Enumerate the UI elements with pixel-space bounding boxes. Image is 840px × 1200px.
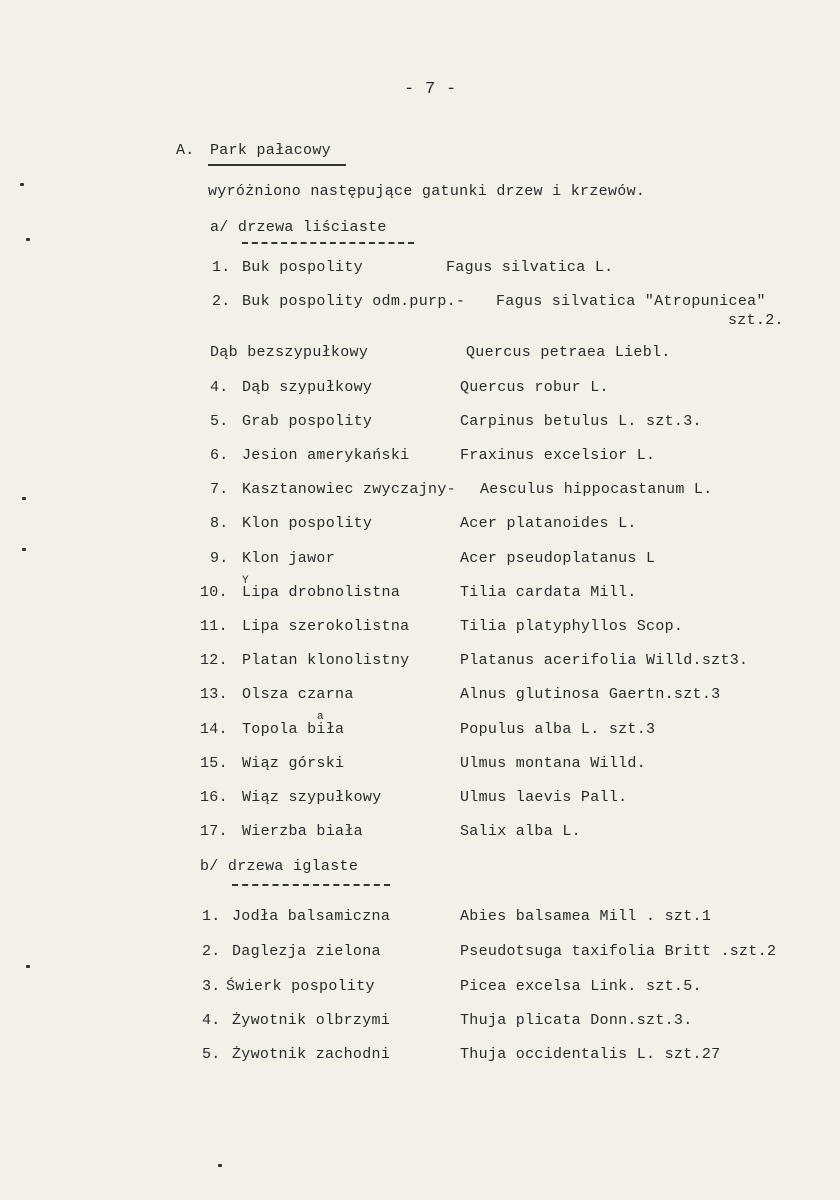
- item-latin-name: Salix alba L.: [460, 823, 581, 840]
- item-number: 14.: [200, 721, 228, 738]
- item-latin-name: Aesculus hippocastanum L.: [480, 481, 713, 498]
- section-title-underline: [208, 164, 346, 166]
- item-polish-name: Klon jawor: [242, 550, 336, 567]
- item-number: 17.: [200, 823, 228, 840]
- margin-mark: [20, 183, 24, 186]
- item-number: 12.: [200, 652, 228, 669]
- margin-mark: [22, 548, 26, 551]
- item-polish-name: Topola biła: [242, 721, 345, 738]
- item-polish-name: Klon pospolity: [242, 515, 373, 532]
- item-polish-name: Żywotnik zachodni: [232, 1046, 391, 1063]
- item-polish-name: Platan klonolistny: [242, 652, 410, 669]
- margin-mark: [218, 1164, 222, 1167]
- item-latin-name: Ulmus montana Willd.: [460, 755, 647, 772]
- item-polish-name: Wierzba biała: [242, 823, 363, 840]
- item-number: 13.: [200, 686, 228, 703]
- margin-mark: [22, 497, 26, 500]
- item-latin-name: Fraxinus excelsior L.: [460, 447, 656, 464]
- item-number: 2.: [212, 293, 231, 310]
- item-2-note: szt.2.: [728, 312, 784, 329]
- item-number: 1.: [212, 259, 231, 276]
- item-latin-name: Thuja plicata Donn.szt.3.: [460, 1012, 693, 1029]
- item-latin-name: Abies balsamea Mill . szt.1: [460, 908, 712, 925]
- group-b-heading-underline: [232, 884, 390, 886]
- item-number: 10.: [200, 584, 228, 601]
- item-number: 11.: [200, 618, 228, 635]
- item-number: 6.: [210, 447, 229, 464]
- item-polish-name: Świerk pospolity: [226, 978, 375, 995]
- item-polish-name: Daglezja zielona: [232, 943, 381, 960]
- group-a-heading: a/ drzewa liściaste: [210, 219, 387, 236]
- item-latin-name: Acer platanoides L.: [460, 515, 637, 532]
- item-polish-name: Lipa drobnolistna: [242, 584, 401, 601]
- item-number: 7.: [210, 481, 229, 498]
- item-number: 9.: [210, 550, 229, 567]
- item-number: 5.: [202, 1046, 221, 1063]
- item-polish-name: Kasztanowiec zwyczajny-: [242, 481, 456, 498]
- section-title: Park pałacowy: [210, 142, 331, 159]
- item-polish-name: Jodła balsamiczna: [232, 908, 391, 925]
- item-number: 5.: [210, 413, 229, 430]
- item-latin-name: Acer pseudoplatanus L: [460, 550, 656, 567]
- page-number: - 7 -: [404, 80, 457, 99]
- item-latin-name: Pseudotsuga taxifolia Britt .szt.2: [460, 943, 777, 960]
- intro-text: wyróżniono następujące gatunki drzew i krzewów.: [208, 183, 646, 200]
- item-number: 2.: [202, 943, 221, 960]
- item-latin-name: Ulmus laevis Pall.: [460, 789, 628, 806]
- item-latin-name: Populus alba L. szt.3: [460, 721, 656, 738]
- item-polish-name: Lipa szerokolistna: [242, 618, 410, 635]
- item-number: 16.: [200, 789, 228, 806]
- item-latin-name: Quercus petraea Liebl.: [466, 344, 671, 361]
- item-latin-name: Thuja occidentalis L. szt.27: [460, 1046, 721, 1063]
- item-latin-name: Tilia cardata Mill.: [460, 584, 637, 601]
- group-a-heading-underline: [242, 242, 414, 244]
- item-latin-name: Carpinus betulus L. szt.3.: [460, 413, 702, 430]
- item-polish-name: Buk pospolity: [242, 259, 363, 276]
- section-letter: A.: [176, 142, 195, 159]
- item-latin-name: Picea excelsa Link. szt.5.: [460, 978, 702, 995]
- item-polish-name: Olsza czarna: [242, 686, 354, 703]
- item-polish-name: Wiąz górski: [242, 755, 345, 772]
- item-polish-name: Żywotnik olbrzymi: [232, 1012, 391, 1029]
- item-polish-name: Dąb szypułkowy: [242, 379, 373, 396]
- item-number: 15.: [200, 755, 228, 772]
- item-polish-name: Wiąz szypułkowy: [242, 789, 382, 806]
- item-polish-name: Grab pospolity: [242, 413, 373, 430]
- item-latin-name: Platanus acerifolia Willd.szt3.: [460, 652, 749, 669]
- item-number: 8.: [210, 515, 229, 532]
- item-number: 3.: [202, 978, 221, 995]
- item-polish-name: Buk pospolity odm.purp.-: [242, 293, 466, 310]
- item-latin-name: Fagus silvatica L.: [446, 259, 614, 276]
- item-latin-name: Fagus silvatica "Atropunicea": [496, 293, 766, 310]
- item-latin-name: Alnus glutinosa Gaertn.szt.3: [460, 686, 721, 703]
- margin-mark: [26, 238, 30, 241]
- item-number: 4.: [202, 1012, 221, 1029]
- item-10-mark: Y: [242, 575, 249, 587]
- item-latin-name: Tilia platyphyllos Scop.: [460, 618, 684, 635]
- item-number: 4.: [210, 379, 229, 396]
- item-polish-name: Dąb bezszypułkowy: [210, 344, 369, 361]
- margin-mark: [26, 965, 30, 968]
- item-14-mark: a: [317, 711, 324, 723]
- group-b-heading: b/ drzewa iglaste: [200, 858, 359, 875]
- item-polish-name: Jesion amerykański: [242, 447, 410, 464]
- item-latin-name: Quercus robur L.: [460, 379, 609, 396]
- item-number: 1.: [202, 908, 221, 925]
